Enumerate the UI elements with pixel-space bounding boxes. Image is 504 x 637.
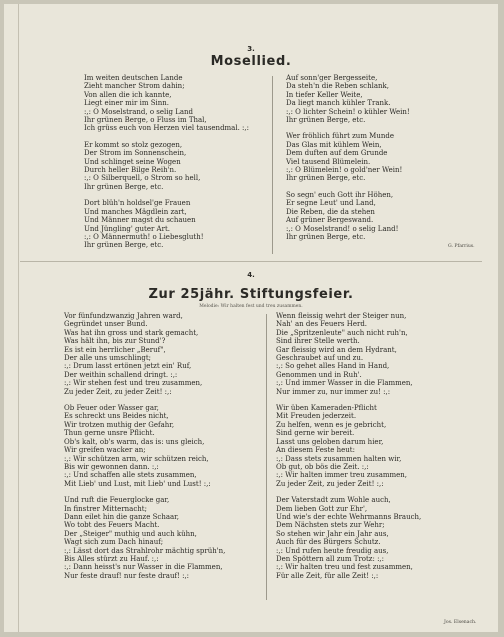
verse-line: Bis Alles stürzt zu Hauf. :,:	[64, 554, 159, 563]
verse-line: :,: Drum lasst ertönen jetzt ein' Ruf,	[64, 362, 192, 371]
verse-line: Und manches Mägdlein zart,	[84, 207, 187, 216]
verse-line: Der alle uns umschlingt;	[64, 354, 151, 363]
verse-line: Wir trotzen muthig der Gefahr,	[64, 420, 175, 429]
stanza	[286, 191, 410, 241]
stanza	[286, 74, 410, 124]
verse-line: Die Reben, die da stehen	[286, 207, 375, 216]
verse-line: Dann eilet hin die ganze Schaar,	[64, 512, 179, 521]
song-sheet-page	[4, 4, 498, 632]
verse-line: :,: Wir stehen fest und treu zusammen,	[64, 379, 203, 388]
song2-column-divider	[266, 314, 267, 600]
verse-line: Liegt einer mir im Sinn.	[84, 99, 169, 108]
verse-line: Viel tausend Blümelein.	[286, 157, 371, 166]
verse-line: Ich grüss euch von Herzen viel tausendmal. :,:	[84, 124, 249, 133]
verse-line: Der „Steiger" muthig und auch kühn,	[64, 529, 197, 538]
verse-line: In finstrer Mitternacht;	[64, 504, 147, 513]
verse-line: Für alle Zeit, für alle Zeit! :,:	[276, 571, 379, 580]
stanza	[84, 141, 249, 191]
verse-line: So stehen wir Jahr ein Jahr aus,	[276, 529, 389, 538]
verse-line: Vor fünfundzwanzig Jahren ward,	[64, 312, 183, 320]
verse-line: Mit Freuden jederzeit.	[276, 412, 357, 421]
song2-author: Jos. Elsenach.	[444, 620, 477, 625]
song2-number: 4.	[247, 271, 255, 279]
verse-line: :,: Dann heisst's nur Wasser in die Flammen,	[64, 563, 223, 572]
song1-number: 3.	[247, 45, 255, 53]
verse-line: Geschraubet auf und zu.	[276, 354, 364, 363]
verse-line: Da liegt manch kühler Trank.	[286, 99, 391, 108]
verse-line: Dem duften auf dem Grunde	[286, 149, 388, 158]
verse-line: Wir greifen wacker an;	[64, 446, 146, 455]
verse-line: Wagt sich zum Dach hinauf;	[64, 538, 164, 547]
page-edge-line	[18, 4, 19, 632]
verse-line: Und wie's der echte Wehrmanns Brauch,	[276, 512, 422, 521]
verse-line: Wenn fleissig wehrt der Steiger nun,	[276, 312, 407, 320]
stanza	[64, 404, 225, 488]
song1-column-divider	[272, 76, 273, 254]
verse-line: Zu jeder Zeit, zu jeder Zeit! :,:	[64, 387, 172, 396]
song1-right-column	[286, 74, 410, 249]
verse-line: :,: O Silberquell, o Strom so hell,	[84, 174, 201, 183]
verse-line: In tiefer Keller Weite,	[286, 90, 363, 99]
song2-melody-note: Melodie: Wir halten fest und treu zusammen.	[199, 304, 303, 309]
verse-line: :,: O Moselstrand! o selig Land!	[286, 224, 399, 233]
verse-line: Dem lieben Gott zur Ehr',	[276, 504, 368, 513]
verse-line: Ob Feuer oder Wasser gar,	[64, 404, 159, 413]
verse-line: Ihr grünen Berge, etc.	[84, 182, 164, 191]
verse-line: Auf grüner Bergeswand.	[286, 216, 374, 225]
verse-line: :,: Und immer Wasser in die Flammen,	[276, 379, 413, 388]
verse-line: Wir üben Kameraden-Pflicht	[276, 404, 377, 413]
verse-line: Mit Lieb' und Lust, mit Lieb' und Lust! :,:	[64, 479, 211, 488]
verse-line: Sind ihrer Stelle werth.	[276, 337, 360, 346]
verse-line: So segn' euch Gott ihr Höhen,	[286, 190, 394, 199]
verse-line: Was hält ihn, bis zur Stund'?	[64, 337, 166, 346]
verse-line: Sind gerne wir bereit.	[276, 429, 355, 438]
verse-line: Ihr grünen Berge, o Fluss im Thal,	[84, 116, 207, 125]
verse-line: Und Jüngling' guter Art.	[84, 224, 170, 233]
verse-line: Es schreckt uns Beides nicht,	[64, 412, 169, 421]
verse-line: :,: O Blümelein! o gold'ner Wein!	[286, 166, 403, 175]
verse-line: Und Männer magst du schauen	[84, 216, 196, 225]
verse-line: Auch für des Bürgers Schutz.	[276, 538, 381, 547]
verse-line: Nah' an des Feuers Herd.	[276, 320, 368, 329]
verse-line: Den Spöttern all zum Trotz: :,:	[276, 554, 385, 563]
stanza	[64, 496, 225, 580]
verse-line: :,: Wir schützen arm, wir schützen reich,	[64, 454, 209, 463]
song2-left-column	[64, 312, 225, 588]
verse-line: :,: Und schaffen alle stets zusammen,	[64, 471, 197, 480]
verse-line: :,: O Männermuth! o Liebesgluth!	[84, 232, 204, 241]
verse-line: Er kommt so stolz gezogen,	[84, 140, 183, 149]
verse-line: Und ruft die Feuerglocke gar,	[64, 496, 170, 505]
verse-line: :,: O Moselstrand, o selig Land	[84, 107, 194, 116]
verse-line: Ob gut, ob bös die Zeit. :,:	[276, 462, 369, 471]
verse-line: :,: Dass stets zusammen halten wir,	[276, 454, 402, 463]
song1-left-column	[84, 74, 249, 258]
verse-line: Genommen und in Ruh'.	[276, 370, 362, 379]
verse-line: Die „Spritzenleute" auch nicht ruh'n,	[276, 328, 408, 337]
verse-line: Ob's kalt, ob's warm, das is: uns gleich,	[64, 437, 205, 446]
verse-line: Das Glas mit kühlem Wein,	[286, 140, 382, 149]
verse-line: :,: O lichter Schein! o kühler Wein!	[286, 107, 410, 116]
verse-line: Zu helfen, wenn es je gebricht,	[276, 420, 387, 429]
section-rule	[20, 261, 482, 262]
verse-line: Dem Nächsten stets zur Wehr;	[276, 521, 385, 530]
stanza	[64, 312, 225, 396]
verse-line: Thun gerne unsre Pflicht.	[64, 429, 155, 438]
verse-line: Lasst uns geloben darum hier,	[276, 437, 384, 446]
stanza	[286, 132, 410, 182]
verse-line: Was hat ihn gross und stark gemacht,	[64, 328, 199, 337]
verse-line: Zu jeder Zeit, zu jeder Zeit! :,:	[276, 479, 384, 488]
verse-line: Und schlinget seine Wogen	[84, 157, 181, 166]
verse-line: Im weiten deutschen Lande	[84, 74, 183, 82]
song2-title: Zur 25jähr. Stiftungsfeier.	[148, 287, 354, 302]
verse-line: :,: Wir halten treu und fest zusammen,	[276, 563, 413, 572]
verse-line: Ihr grünen Berge, etc.	[286, 174, 366, 183]
song2-right-column	[276, 312, 421, 588]
verse-line: Ihr grünen Berge, etc.	[286, 116, 366, 125]
stanza	[84, 74, 249, 133]
verse-line: :,: Wir halten immer treu zusammen,	[276, 471, 408, 480]
song1-title: Mosellied.	[210, 54, 292, 69]
verse-line: Zieht mancher Strom dahin;	[84, 82, 185, 91]
verse-line: Der Strom im Sonnenschein,	[84, 149, 187, 158]
song1-author: G. Pfarrius.	[448, 244, 475, 249]
verse-line: Von allen die ich kannte,	[84, 90, 172, 99]
stanza	[276, 496, 421, 580]
verse-line: Da steh'n die Reben schlank,	[286, 82, 389, 91]
verse-line: Wer fröhlich führt zum Munde	[286, 132, 394, 141]
verse-line: An diesem Feste heut:	[276, 446, 355, 455]
verse-line: Nur immer zu, nur immer zu! :,:	[276, 387, 391, 396]
verse-line: Wo tobt des Feuers Macht.	[64, 521, 160, 530]
verse-line: :,: Lässt dort das Strahlrohr mächtig sprüh'n,	[64, 546, 226, 555]
stanza	[276, 312, 421, 396]
verse-line: Gar fleissig wird an dem Hydrant,	[276, 345, 397, 354]
verse-line: Der Vaterstadt zum Wohle auch,	[276, 496, 391, 505]
verse-line: :,: So gehet alles Hand in Hand,	[276, 362, 390, 371]
verse-line: Der weithin schallend dringt. :,:	[64, 370, 178, 379]
verse-line: Es ist ein herrlicher „Beruf",	[64, 345, 166, 354]
verse-line: Durch heller Bilge Reih'n.	[84, 166, 177, 175]
verse-line: Nur feste drauf! nur feste drauf! :,:	[64, 571, 190, 580]
verse-line: Bis wir gewonnen dann. :,:	[64, 462, 159, 471]
verse-line: Auf sonn'ger Bergesseite,	[286, 74, 378, 82]
verse-line: :,: Und rufen heute freudig aus,	[276, 546, 389, 555]
stanza	[84, 199, 249, 249]
verse-line: Dort blüh'n holdsel'ge Frauen	[84, 199, 191, 208]
verse-line: Er segne Leut' und Land,	[286, 199, 376, 208]
stanza	[276, 404, 421, 488]
verse-line: Ihr grünen Berge, etc.	[286, 232, 366, 241]
verse-line: Ihr grünen Berge, etc.	[84, 241, 164, 250]
verse-line: Gegründet unser Bund.	[64, 320, 148, 329]
